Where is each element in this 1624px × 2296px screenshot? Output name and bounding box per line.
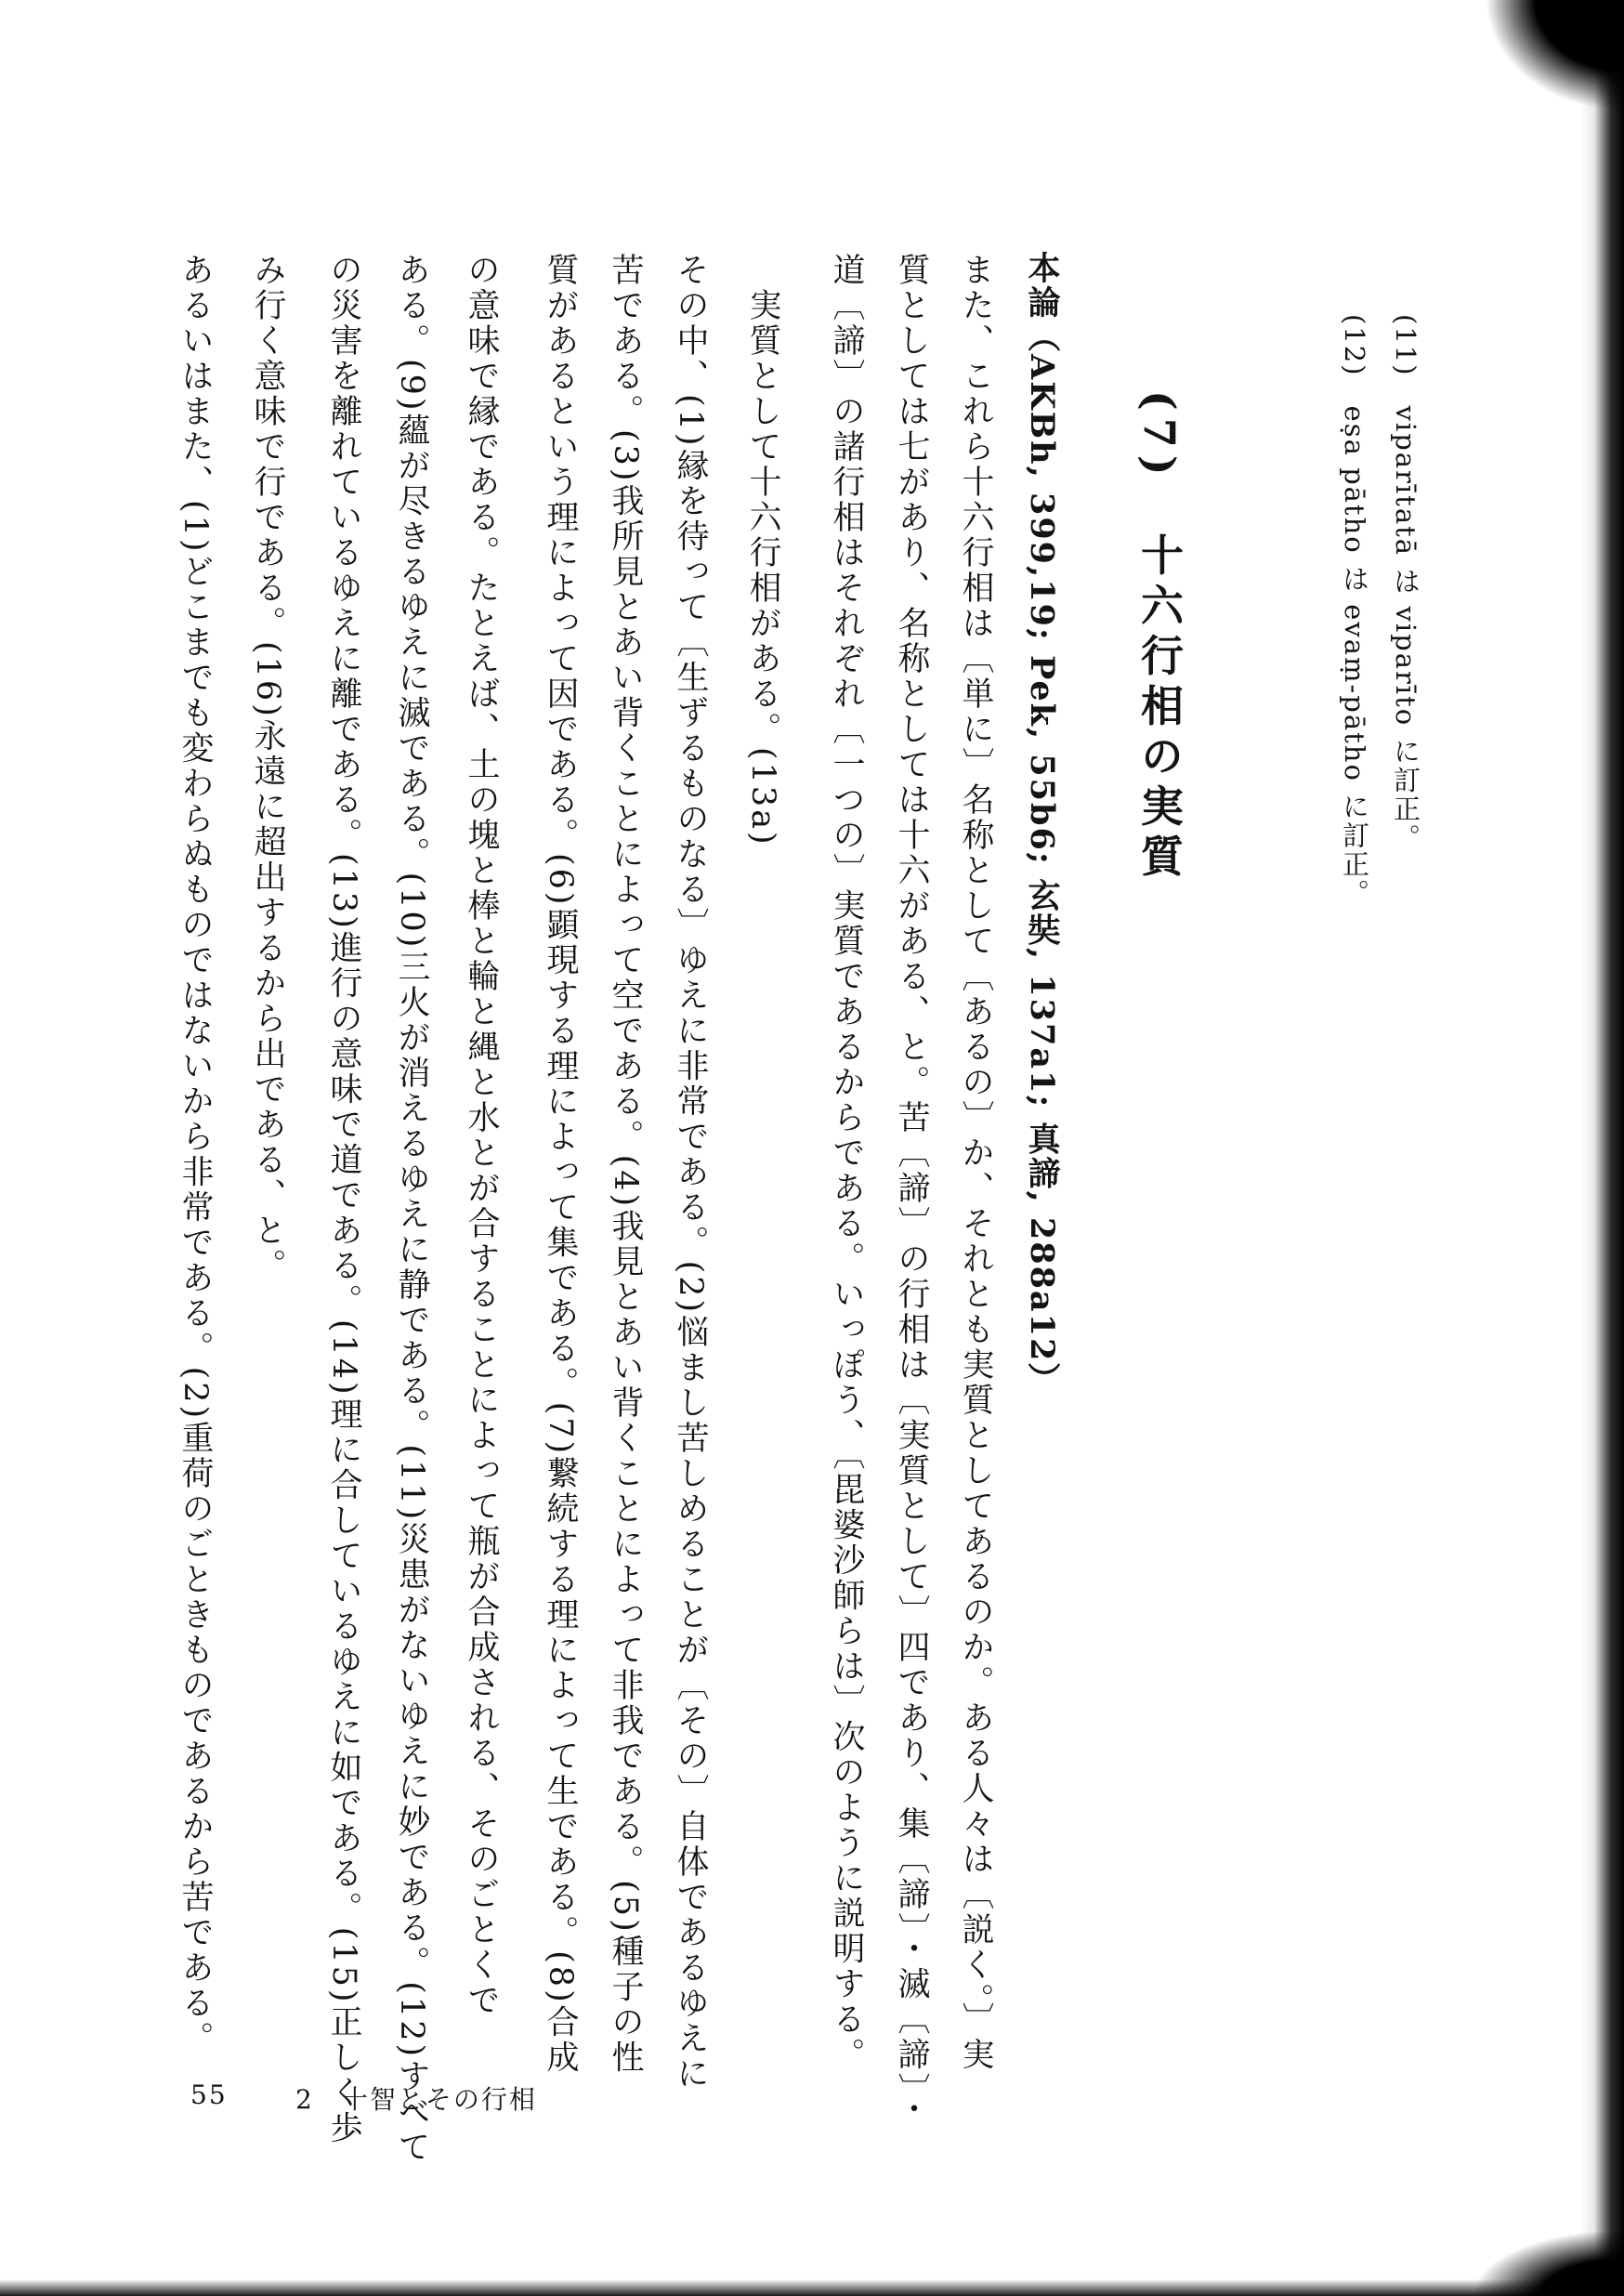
body-line-10: の災害を離れているゆえに離である。(13)進行の意味で道である。(14)理に合しているゆえに如である。(15)正しく歩 (325, 253, 362, 2146)
footnote-11: (11) viparītatā は viparīto に訂正。 (1390, 314, 1421, 853)
scan-corner-bottom-right (1475, 2231, 1624, 2296)
body-line-9: ある。(9)蘊が尽きるゆえに滅である。(10)三火が消えるゆえに静である。(11)災患がないゆえに妙である。(12)すべて (393, 253, 430, 2166)
body-line-2: 質としては七があり、名称としては十六がある、と。苦〔諦〕の行相は〔実質として〕四であり、集〔諦〕・滅〔諦〕・ (893, 253, 930, 2127)
body-line-7: 質があるという理によって因である。(6)顕現する理によって集である。(7)繋続する理によって生である。(8)合成 (542, 253, 579, 2076)
source-label: 本論 (1023, 251, 1061, 320)
body-line-12: あるいはまた、(1)どこまでも変わらぬものではないから非常である。(2)重荷のごときものであるから苦である。 (177, 253, 214, 2057)
footnote-12: (12) eṣa pātho は evaṃ-pātho に訂正。 (1339, 314, 1370, 909)
source-reference: （AKBh, 399,19; Pek, 55b6; 玄奘, 137a1; 真諦, 288a12） (1023, 320, 1061, 1397)
scan-edge-right (1581, 0, 1624, 2296)
body-line-6: 苦である。(3)我所見とあい背くことによって空である。(4)我見とあい背くことによって非我である。(5)種子の性 (607, 253, 644, 2076)
body-line-3: 道〔諦〕の諸行相はそれぞれ〔一つの〕実質であるからである。いっぽう、〔毘婆沙師らは〕次のように説明する。 (828, 253, 865, 2073)
scan-edge-bottom (0, 2279, 1624, 2296)
running-title: 2 十智とその行相 (295, 2084, 537, 2115)
body-line-5: その中、(1)縁を待って〔生ずるものなる〕ゆえに非常である。(2)悩まし苦しめることが〔その〕自体であるゆえに (672, 253, 709, 2093)
body-line-1: また、これら十六行相は〔単に〕名称として〔あるの〕か、それとも実質としてあるのか。ある人々は〔説く。〕実 (957, 253, 994, 2073)
page-number: 55 (190, 2080, 228, 2110)
body-line-8: の意味で縁である。たとえば、土の塊と棒と輪と縄と水とが合することによって瓶が合成される、そのごとくで (463, 253, 500, 2018)
source-line (1023, 251, 1061, 1397)
body-line-4: 実質として十六行相がある。(13a) (744, 253, 781, 847)
body-line-11: み行く意味で行である。(16)永遠に超出するから出である、と。 (249, 253, 286, 1284)
scan-corner-top-right (1485, 0, 1624, 112)
section-heading: (7) 十六行相の実質 (1134, 390, 1185, 885)
